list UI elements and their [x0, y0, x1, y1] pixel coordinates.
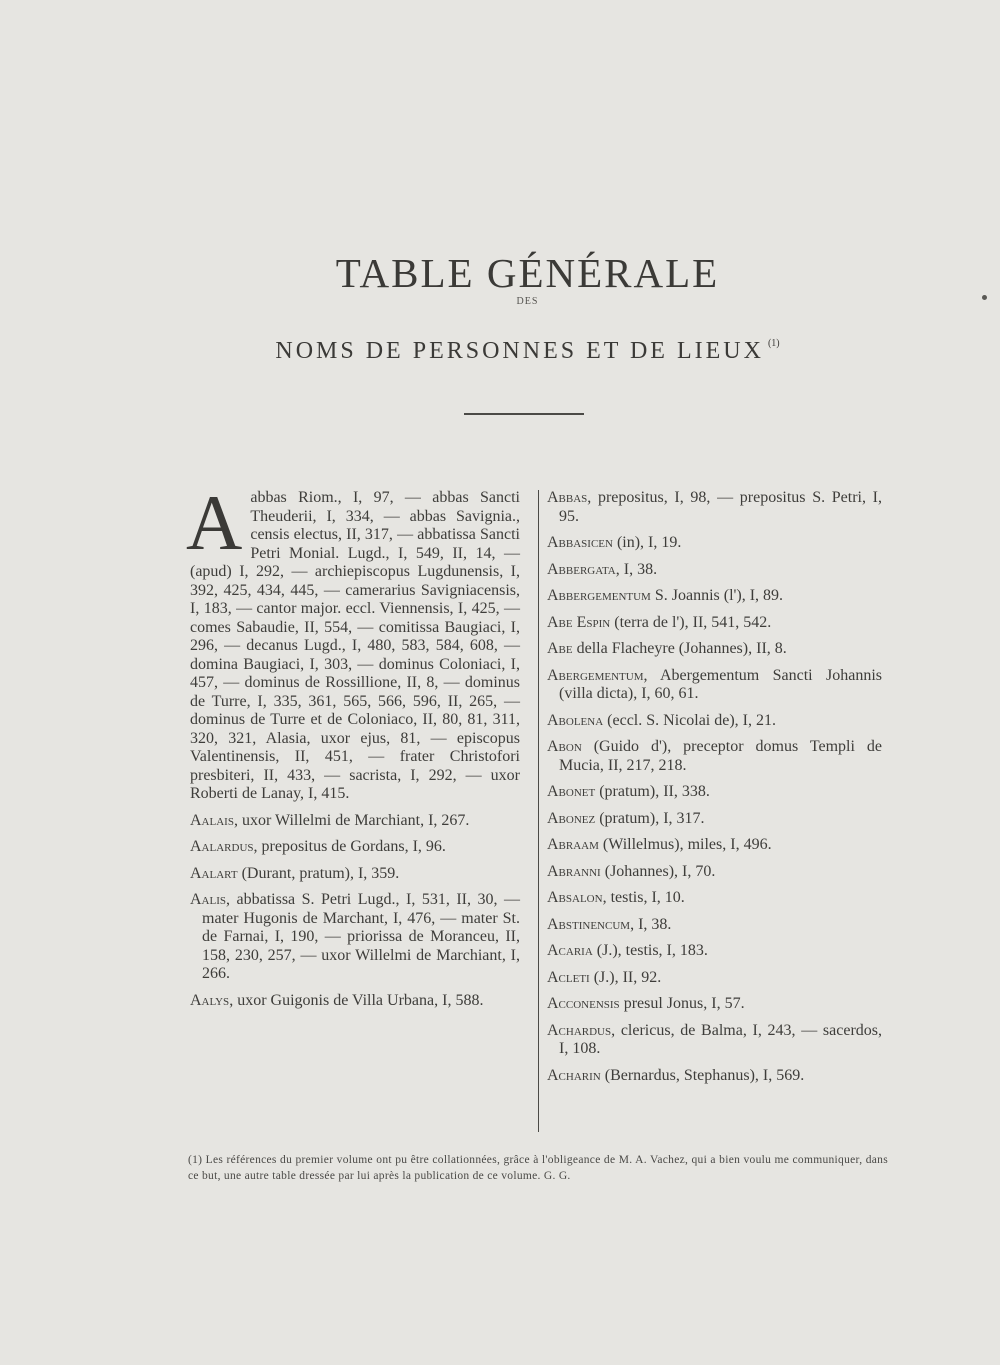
entry-text: , I, 38.	[615, 560, 658, 578]
entry-head: Abbas	[547, 489, 588, 506]
title-rule	[464, 413, 584, 415]
index-entry	[547, 916, 882, 935]
index-entry	[186, 479, 520, 804]
index-entry	[547, 942, 882, 961]
entry-text: (Guido d'), preceptor domus Templi de Mucia, II, 217, 218.	[559, 738, 882, 774]
footnote: (1) Les références du premier volume ont pu être collationnées, grâce à l'obligeance de M. A. Vachez, qui a bien voulu me communiquer, dans ce but, une autre table dressée par lui après la publication de ce volume. G. G.	[188, 1154, 888, 1182]
entry-text: (J.), II, 92.	[589, 968, 662, 986]
index-entry	[547, 1022, 882, 1059]
entry-head: Abraam	[547, 836, 599, 853]
entry-text: (terra de l'), II, 541, 542.	[610, 613, 772, 631]
entry-head: Aalais	[190, 811, 234, 829]
index-entry	[547, 810, 882, 829]
footnote-marker: (1)	[767, 338, 780, 349]
left-column	[186, 479, 520, 1018]
entry-text: (pratum), II, 338.	[595, 783, 710, 800]
index-entry	[547, 667, 882, 704]
entry-head: Abbasicen	[547, 534, 613, 551]
entry-text: S. Joannis (l'), I, 89.	[650, 587, 784, 604]
index-entry	[190, 865, 520, 884]
entry-text: presul Jonus, I, 57.	[619, 995, 745, 1012]
index-entry	[547, 712, 882, 731]
index-entry	[547, 863, 882, 882]
entry-text: , I, 38.	[630, 915, 672, 933]
column-divider	[538, 490, 539, 1132]
entry-text: abbas Riom., I, 97, — abbas Sancti Theuderii, I, 334, — abbas Savignia., censis electus, II, 317, — abbatissa Sancti Petri Monial. Lugd., I, 549, II, 14, — (apud) I, 292, — archiepiscopus Lugdunensis, I, 392, 425, 434, 445, — camerarius Savigniacensis, I, 183, — cantor major. eccl. Viennensis, I, 425, — comes Sabaudie, II, 554, — comitissa Baugiaci, I, 296, — decanus Lugd., I, 480, 583, 584, 608, — domina Baugiaci, I, 303, — dominus Coloniaci, I, 457, — dominus de Rossillione, II, 8, — dominus de Turre, I, 335, 361, 565, 566, 596, II, 265, — dominus de Turre et de Coloniaco, II, 80, 81, 311, 320, 321, Alasia, uxor ejus, 81, — episcopus Valentinensis, II, 451, — frater Christofori presbiteri, II, 433, — sacrista, I, 292, — uxor Roberti de Lanay, I, 415.	[190, 489, 520, 802]
index-entry	[547, 889, 882, 908]
entry-head: Abbergata	[547, 560, 616, 578]
entry-head: Abranni	[547, 862, 601, 880]
entry-text: , testis, I, 10.	[602, 889, 685, 906]
entry-head: Abstinencum	[547, 915, 631, 933]
entry-head: Acleti	[547, 968, 590, 986]
entry-text: (Durant, pratum), I, 359.	[237, 864, 400, 882]
index-entry	[547, 995, 882, 1014]
index-entry	[547, 587, 882, 606]
entry-text: della Flacheyre (Johannes), II, 8.	[572, 640, 787, 657]
entry-text: , Abergementum Sancti Johannis (villa dicta), I, 60, 61.	[559, 666, 882, 702]
entry-text: , abbatissa S. Petri Lugd., I, 531, II, 30, — mater Hugonis de Marchant, I, 476, — mater St. de Farnai, I, 190, — priorissa de Moranceu, II, 158, 230, 257, — uxor Willelmi de Marchiant, I, 266.	[202, 891, 520, 982]
index-entry	[547, 969, 882, 988]
index-entry	[547, 534, 882, 553]
entry-head: Aalardus	[190, 838, 254, 855]
entry-text: , uxor Willelmi de Marchiant, I, 267.	[233, 811, 470, 829]
page-subtitle	[0, 338, 1000, 365]
index-entry	[547, 561, 882, 580]
index-entry	[547, 783, 882, 802]
entry-head: Acaria	[547, 942, 593, 959]
index-entry	[547, 640, 882, 659]
entry-text: (Bernardus, Stephanus), I, 569.	[600, 1066, 805, 1084]
index-entry	[190, 891, 520, 984]
entry-text: (Johannes), I, 70.	[600, 862, 716, 880]
entry-head: Absalon	[547, 889, 603, 906]
entry-text: (Willelmus), miles, I, 496.	[598, 836, 772, 853]
index-entry	[547, 489, 882, 526]
paper-speck	[982, 295, 987, 300]
subtitle-text: NOMS DE PERSONNES ET DE LIEUX	[275, 338, 764, 364]
entry-text: (in), I, 19.	[612, 534, 682, 551]
index-entry	[190, 992, 520, 1011]
entry-head: Achardus	[547, 1021, 612, 1039]
entry-head: Aalis	[190, 891, 226, 908]
entry-head: Aalys	[190, 991, 230, 1009]
entry-head: Abergementum	[547, 666, 644, 684]
entry-text: , uxor Guigonis de Villa Urbana, I, 588.	[229, 991, 484, 1009]
entry-text: (J.), testis, I, 183.	[592, 942, 708, 959]
entry-head: Abolena	[547, 711, 604, 729]
entry-head: Abonet	[547, 783, 596, 800]
right-column	[547, 489, 882, 1093]
entry-head: Abbergementum	[547, 587, 651, 604]
page-title: TABLE GÉNÉRALE	[335, 250, 720, 297]
index-entry	[547, 738, 882, 775]
entry-head: Abon	[547, 738, 582, 755]
index-entry	[190, 812, 520, 831]
index-entry	[547, 836, 882, 855]
entry-head: Abe	[547, 640, 573, 657]
entry-text: (eccl. S. Nicolai de), I, 21.	[603, 711, 776, 729]
entry-text: (pratum), I, 317.	[595, 809, 705, 827]
entry-head: Acconensis	[547, 995, 620, 1012]
entry-head: Abe Espin	[547, 613, 611, 631]
entry-text: , clericus, de Balma, I, 243, — sacerdos, I, 108.	[559, 1021, 882, 1057]
entry-text: , prepositus, I, 98, — prepositus S. Petri, I, 95.	[559, 489, 882, 525]
entry-head: Abonez	[547, 809, 596, 827]
index-entry	[190, 838, 520, 857]
index-entry	[547, 614, 882, 633]
entry-head: Acharin	[547, 1066, 601, 1084]
entry-text: , prepositus de Gordans, I, 96.	[253, 838, 446, 855]
entry-head: Aalart	[190, 864, 238, 882]
index-entry	[547, 1067, 882, 1086]
title-connector: DES	[516, 296, 539, 307]
drop-cap: A	[186, 479, 243, 566]
